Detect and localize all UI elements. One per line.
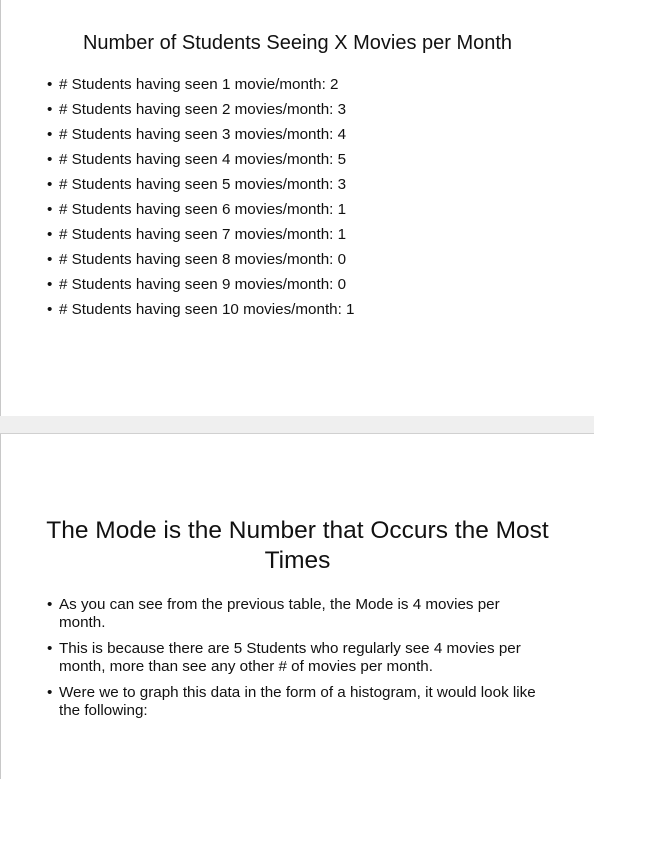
- list-item-text: # Students having seen 4 movies/month: 5: [59, 151, 347, 168]
- bullet-icon: •: [47, 101, 53, 118]
- list-item-text: This is because there are 5 Students who regularly see 4 movies per month, more than see any other # of movies per month.: [59, 640, 521, 675]
- list-item: [47, 124, 355, 149]
- list-item-text: # Students having seen 3 movies/month: 4: [59, 126, 347, 143]
- list-item: [47, 224, 355, 249]
- bullet-icon: •: [47, 301, 53, 318]
- bullet-icon: •: [47, 596, 53, 613]
- list-item: [47, 249, 355, 274]
- bullet-icon: •: [47, 76, 53, 93]
- bullet-icon: •: [47, 151, 53, 168]
- list-item-text: As you can see from the previous table, the Mode is 4 movies per month.: [59, 596, 500, 631]
- slide-separator: [0, 416, 594, 434]
- list-item: [47, 99, 355, 124]
- list-item-text: # Students having seen 9 movies/month: 0: [59, 276, 347, 293]
- list-item: [47, 684, 547, 720]
- bullet-icon: •: [47, 176, 53, 193]
- list-item-text: # Students having seen 1 movie/month: 2: [59, 76, 339, 93]
- slide-1: [0, 0, 594, 416]
- bullet-icon: •: [47, 276, 53, 293]
- bullet-icon: •: [47, 201, 53, 218]
- list-item-text: # Students having seen 8 movies/month: 0: [59, 251, 347, 268]
- list-item: [47, 199, 355, 224]
- list-item: [47, 299, 355, 324]
- list-item: [47, 74, 355, 99]
- list-item: [47, 174, 355, 199]
- slide-1-bullet-list: [47, 74, 355, 324]
- list-item: [47, 596, 547, 632]
- list-item: [47, 149, 355, 174]
- list-item-text: # Students having seen 5 movies/month: 3: [59, 176, 347, 193]
- slide-2-title: The Mode is the Number that Occurs the Most Times: [46, 517, 549, 574]
- list-item-text: Were we to graph this data in the form of a histogram, it would look like the following:: [59, 684, 536, 719]
- slide-2: [0, 434, 594, 779]
- list-item-text: # Students having seen 2 movies/month: 3: [59, 101, 347, 118]
- list-item-text: # Students having seen 6 movies/month: 1: [59, 201, 347, 218]
- bullet-icon: •: [47, 126, 53, 143]
- bullet-icon: •: [47, 251, 53, 268]
- bullet-icon: •: [47, 640, 53, 657]
- list-item-text: # Students having seen 10 movies/month: 1: [59, 301, 355, 318]
- list-item-text: # Students having seen 7 movies/month: 1: [59, 226, 347, 243]
- bullet-icon: •: [47, 684, 53, 701]
- list-item: [47, 640, 547, 676]
- slide-2-bullet-list: [47, 596, 547, 728]
- list-item: [47, 274, 355, 299]
- slide-1-title: Number of Students Seeing X Movies per Month: [82, 32, 513, 54]
- bullet-icon: •: [47, 226, 53, 243]
